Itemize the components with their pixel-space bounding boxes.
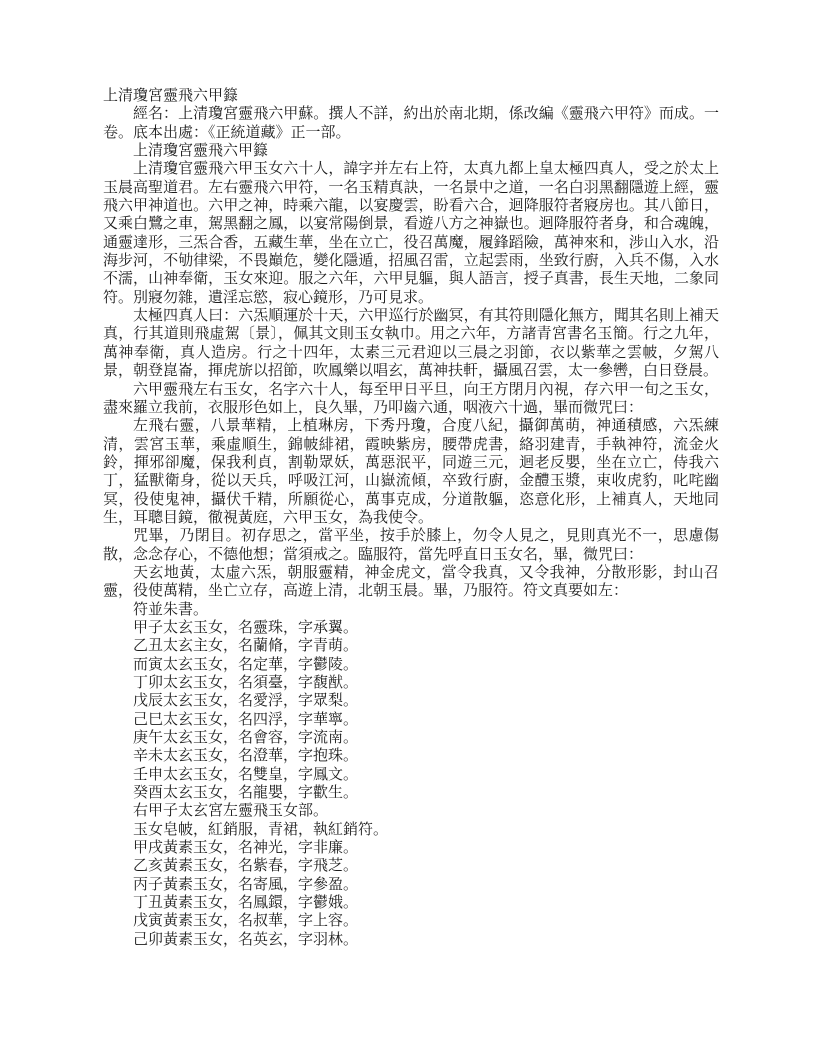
- jade-maiden-entry: 丁丑黃素玉女，名鳳鐶，字鬱娥。: [133, 895, 359, 912]
- jade-maiden-entry: 甲戌黃素玉女，名神光，字非廉。: [133, 840, 359, 857]
- jade-maiden-entry: 戊寅黃素玉女，名叔華，字上容。: [133, 913, 359, 930]
- jade-maiden-entry: 庚午太玄玉女，名會容，字流南。: [133, 730, 359, 747]
- paragraph-intro: 上清瓊官靈飛六甲玉女六十人，諱字并左右上符，太真九都上皇太極四真人，受之於太上玉晨高聖道君。左右靈飛六甲符，一名玉精真訣，一名景中之道，一名白羽黑翻隱遊上經，靈飛六甲神道也。六甲之神，時乘六龍，以宴慶雲，盼看六合，迴降服符者寢房也。其八節日，又乘白鷺之車，駕黑翻之鳳，以宴常陽倒景，看遊八方之神嶽也。迴降服符者身，和合魂魄，通靈達形，三炁合香，五藏生華，坐在立亡，役召萬魔，履鋒蹈險，萬神來和，涉山入水，沿海步河，不劬律梁，不畏巔危，變化隱遁，招風召雷，立起雲雨，坐致行廚，入兵不傷，入水不濡，山神奉衛，玉女來迎。服之六年，六甲見軀，與人語言，授子真書，長生天地，二象同符。別寢勿雜，遺淫忘慾，寂心鏡形，乃可見求。: [103, 161, 719, 306]
- document-page: [103, 87, 719, 949]
- jade-maiden-entry: 戊辰太玄玉女，名愛浮，字眾梨。: [133, 693, 359, 710]
- section-colophon: 右甲子太玄宮左靈飛玉女部。: [133, 803, 329, 820]
- jade-maiden-entry: 而寅太玄玉女，名定華，字鬱陵。: [133, 656, 359, 673]
- talisman-note: 符並朱書。: [133, 601, 209, 618]
- paragraph-four-perfected: 太極四真人曰：六炁順運於十天，六甲巡行於幽冥，有其符則隱化無方，聞其名則上補天真，行其道則飛虛駕〔景〕，佩其文則玉女執巾。用之六年，方諸青宮書名玉簡。行之九年，萬神奉衛，真人造房。行之十四年，太素三元君迎以三晨之羽節，衣以紫華之雲帔，夕駕八景，朝登崑崙，揮虎旂以招節，吹鳳樂以唱玄，萬神扶軒，攝風召雲，太一參轡，白日登晨。: [103, 308, 719, 380]
- jade-maiden-entry: 乙丑太玄主女，名蘭脩，字青萌。: [133, 638, 359, 655]
- inner-doc-title: 上清瓊宮靈飛六甲籙: [133, 143, 269, 160]
- jade-maiden-entry: 辛未太玄玉女，名澄華，字抱珠。: [133, 748, 359, 765]
- doc-title: 上清瓊宮靈飛六甲籙: [103, 88, 239, 104]
- jade-maiden-entry: 癸酉太玄玉女，名龍嬰，字歡生。: [133, 785, 359, 802]
- jade-maiden-entry: 壬申太玄玉女，名雙皇，字鳳文。: [133, 766, 359, 783]
- attire-note: 玉女皂帔，紅銷服，青裙，執紅銷符。: [133, 821, 389, 838]
- paragraph-visualization: 六甲靈飛左右玉女，名字六十人，每至甲日平旦，向王方閉月內視，存六甲一旬之玉女，盡來羅立我前，衣服形色如上，良久畢，乃叩齒六通，咽液六十過，畢而微咒曰：: [103, 381, 719, 416]
- jade-maiden-entry: 甲子太玄玉女，名靈珠，字承翼。: [133, 619, 359, 636]
- jade-maiden-entry: 乙亥黃素玉女，名紫春，字飛芝。: [133, 858, 359, 875]
- bibliographic-note: 經名：上清瓊宮靈飛六甲蘇。撰人不詳，約出於南北期，係改編《靈飛六甲符》而成。一卷。底本出處：《正統道藏》正一部。: [103, 106, 719, 141]
- paragraph-post-incantation: 咒畢，乃閉目。初存思之，當平坐，按手於膝上，勿令人見之，見則真光不一，思慮傷散，念念存心，不德他想；當須戒之。臨服符，當先呼直日玉女名，畢，微咒曰：: [103, 528, 719, 563]
- jade-maiden-entry: 己巳太玄玉女，名四浮，字華寧。: [133, 711, 359, 728]
- jade-maiden-entry: 丁卯太玄玉女，名須臺，字馥猷。: [133, 675, 359, 691]
- jade-maiden-entry: 己卯黃素玉女，名英玄，字羽林。: [133, 931, 359, 948]
- jade-maiden-entry: 丙子黃素玉女，名寄風，字參盈。: [133, 876, 359, 893]
- paragraph-talisman-incantation: 天玄地黃，太虛六炁，朝服靈精，神金虎文，當令我真，又令我神，分散形影，封山召靈，役使萬精，坐亡立存，高遊上清，北朝玉晨。畢，乃服符。符文真要如左：: [103, 564, 719, 600]
- paragraph-incantation: 左飛右靈，八景華精，上植琳房，下秀丹瓊，合度八紀，攝御萬萌，神通積感，六炁練清，雲宮玉華，乘虛順生，錦帔緋裙，霞映紫房，腰帶虎書，絡羽建青，手執神符，流金火鈴，揮邪卻魔，保我利貞，割勒眾妖，萬惡泯平，同遊三元，迴老反嬰，坐在立亡，侍我六丁，猛獸衛身，從以天兵，呼吸江河，山嶽流傾，卒致行廚，金醴玉漿，束收虎豹，叱咤幽冥，役使鬼神，攝伏千精，所願從心，萬事克成，分道散軀，恣意化形，上補真人，天地同生，耳聰目鏡，徹視黃庭，六甲玉女，為我使令。: [103, 418, 719, 526]
